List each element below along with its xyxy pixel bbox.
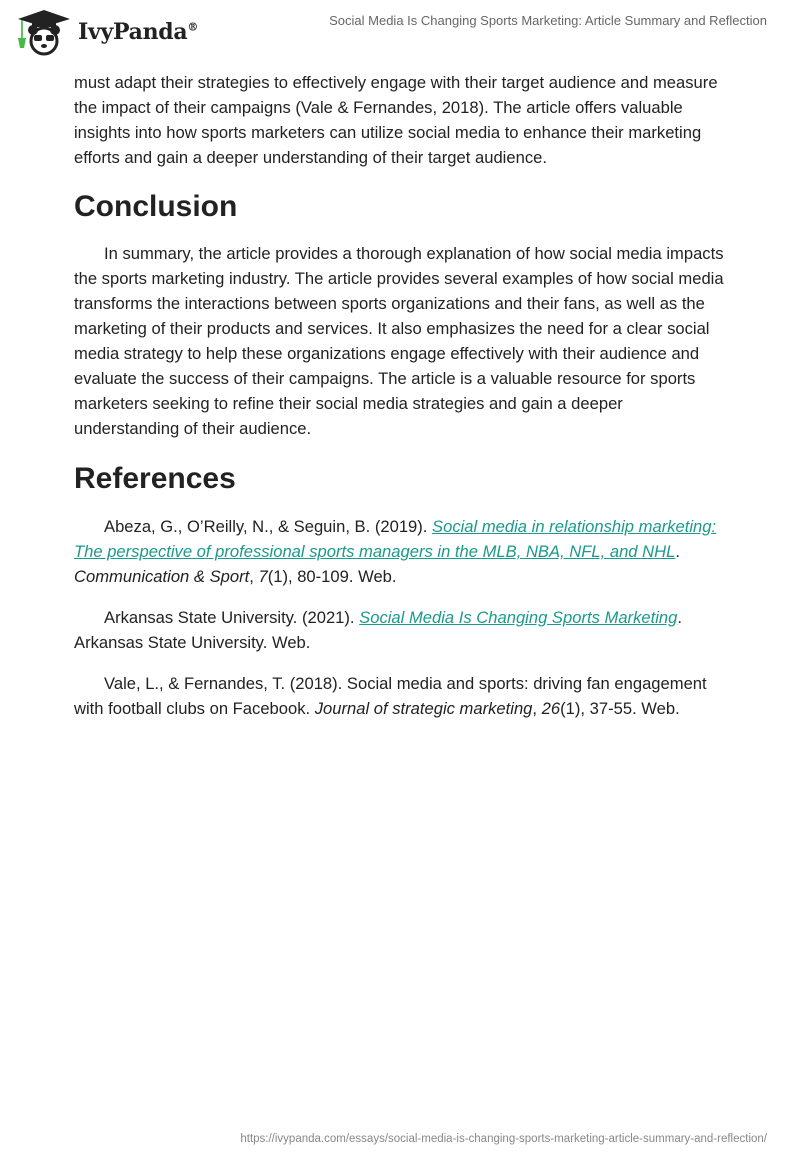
reference-text: Abeza, G., O’Reilly, N., & Seguin, B. (2019). — [104, 517, 433, 536]
reference-item — [74, 605, 728, 655]
reference-journal: Communication & Sport — [74, 567, 250, 586]
reference-text: . — [675, 542, 680, 561]
logo[interactable] — [16, 8, 198, 56]
reference-item — [74, 514, 728, 589]
reference-text: Vale, L., & Fernandes, T. (2018). Social media and sports: driving fan engagement with football clubs on Facebook. — [74, 674, 707, 718]
intro-paragraph: must adapt their strategies to effectively engage with their target audience and measure the impact of their campaigns (Vale & Fernandes, 2018). The article offers valuable insights into how sports marketers can utilize social media to enhance their marketing efforts and gain a deeper understanding of their target audience. — [74, 73, 718, 167]
reference-link[interactable]: Social Media Is Changing Sports Marketing — [359, 608, 678, 627]
reference-text: , — [532, 699, 542, 718]
reference-volume: 26 — [541, 699, 561, 718]
logo-text: IvyPanda — [78, 19, 188, 45]
conclusion-paragraph: In summary, the article provides a thorough explanation of how social media impacts the sports marketing industry. The article provides several examples of how social media transforms the interactions between sports organizations and their fans, as well as the marketing of their products and services. It also emphasizes the need for a clear social media strategy to help these organizations engage effectively with their audience and evaluate the success of their campaigns. The article is a valuable resource for sports marketers seeking to refine their social media strategies and gain a deeper understanding of their audience. — [74, 244, 724, 438]
article-content — [74, 70, 728, 737]
header-title: Social Media Is Changing Sports Marketing: Article Summary and Reflection — [329, 13, 767, 28]
reference-text: (1), 37-55. Web. — [560, 699, 680, 718]
reference-volume: 7 — [258, 567, 268, 586]
reference-text: , — [249, 567, 259, 586]
references-heading: References — [74, 462, 236, 495]
reference-text: . Arkansas State University. Web. — [74, 608, 682, 652]
footer-url[interactable]: https://ivypanda.com/essays/social-media-is-changing-sports-marketing-article-summary-and-reflection/ — [240, 1133, 767, 1145]
conclusion-heading: Conclusion — [74, 190, 238, 223]
registered-mark: ® — [187, 20, 199, 34]
reference-text: Arkansas State University. (2021). — [104, 608, 360, 627]
reference-link[interactable]: Social media in relationship marketing: The perspective of professional sports managers in the MLB, NBA, NFL, and NHL — [74, 517, 717, 561]
reference-journal: Journal of strategic marketing — [314, 699, 533, 718]
panda-logo-icon — [16, 8, 72, 56]
reference-item — [74, 671, 728, 721]
reference-text: (1), 80-109. Web. — [267, 567, 397, 586]
